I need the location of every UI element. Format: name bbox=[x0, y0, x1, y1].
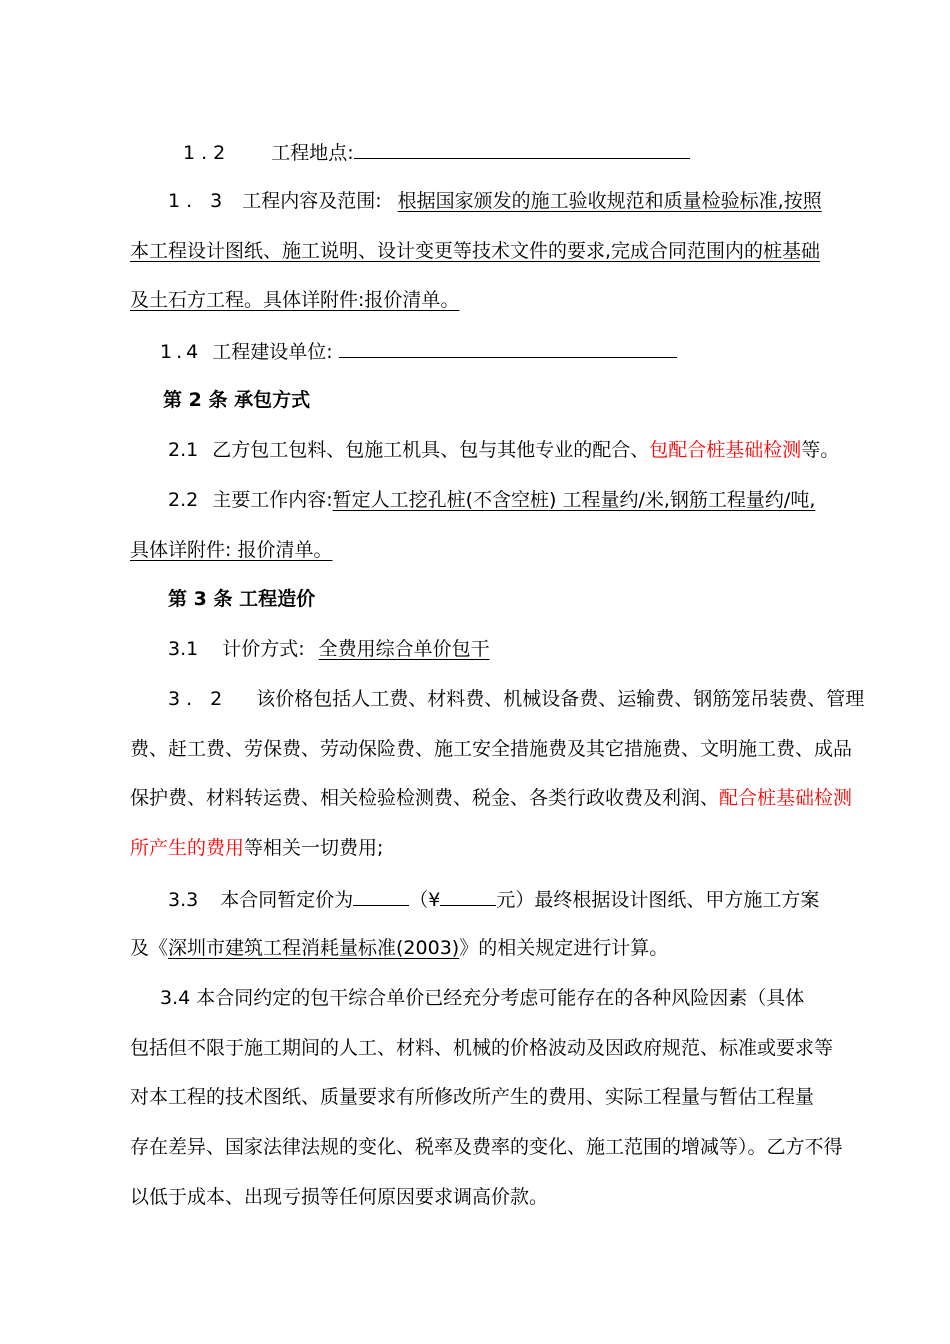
clause-label: 主要工作内容: bbox=[212, 489, 333, 511]
clause-1-3-line1 bbox=[168, 188, 822, 214]
clause-label: 工程地点: bbox=[271, 142, 354, 164]
clause-number: 1. 3 bbox=[168, 190, 229, 212]
clause-3-4-line5: 以低于成本、出现亏损等任何原因要求调高价款。 bbox=[130, 1186, 549, 1208]
article-2-heading: 第 2 条 承包方式 bbox=[163, 389, 311, 411]
pricing-method: 全费用综合单价包干 bbox=[318, 638, 490, 660]
currency-open: （¥ bbox=[409, 889, 441, 911]
clause-2-2-line1 bbox=[168, 487, 823, 513]
highlight-text: 所产生的费用 bbox=[130, 837, 245, 859]
clause-3-2-line2: 费、赶工费、劳保费、劳动保险费、施工安全措施费及其它措施费、文明施工费、成品 bbox=[130, 738, 853, 760]
highlight-text: 包配合桩基础检测 bbox=[649, 439, 802, 461]
clause-number: 1.2 bbox=[183, 142, 232, 164]
clause-3-4-line3: 对本工程的技术图纸、质量要求有所修改所产生的费用、实际工程量与暂估工程量 bbox=[130, 1086, 815, 1108]
clause-3-1 bbox=[168, 636, 490, 662]
clause-3-4-line4: 存在差异、国家法律法规的变化、税率及费率的变化、施工范围的增减等）。乙方不得 bbox=[130, 1136, 843, 1158]
clause-text: 该价格包括人工费、材料费、机械设备费、运输费、钢筋笼吊装费、管理 bbox=[256, 688, 865, 710]
clause-3-2-line3 bbox=[130, 785, 852, 811]
work-content-2: 具体详附件: 报价清单。 bbox=[130, 539, 333, 561]
clause-1-3-line3 bbox=[130, 287, 487, 313]
clause-number: 3.3 bbox=[168, 889, 199, 911]
clause-3-4-line1: 3.4 本合同约定的包干综合单价已经充分考虑可能存在的各种风险因素（具体 bbox=[160, 987, 805, 1009]
clause-number: 1.4 bbox=[160, 341, 203, 363]
clause-number: 2.1 bbox=[168, 439, 199, 461]
clause-number: 3.1 bbox=[168, 638, 199, 660]
clause-label: 计价方式: bbox=[222, 638, 305, 660]
location-blank bbox=[354, 138, 690, 159]
clause-2-1 bbox=[168, 437, 839, 463]
clause-text: 本合同暂定价为 bbox=[220, 889, 354, 911]
clause-text: 乙方包工包料、包施工机具、包与其他专业的配合、 bbox=[212, 439, 650, 461]
clause-number: 2.2 bbox=[168, 489, 199, 511]
scope-text-2: 本工程设计图纸、施工说明、设计变更等技术文件的要求,完成合同范围内的桩基础 bbox=[130, 240, 821, 262]
clause-3-2-line4 bbox=[130, 835, 383, 861]
clause-label: 工程建设单位: bbox=[212, 341, 333, 363]
clause-3-2-line1 bbox=[168, 686, 864, 712]
highlight-text: 配合桩基础检测 bbox=[719, 787, 853, 809]
clause-text-end: 等。 bbox=[801, 439, 840, 461]
scope-text-1: 根据国家颁发的施工验收规范和质量检验标准,按照 bbox=[397, 190, 822, 212]
clause-1-4 bbox=[160, 337, 677, 365]
price-amount-blank bbox=[440, 885, 496, 906]
article-3-heading: 第 3 条 工程造价 bbox=[168, 588, 316, 610]
clause-3-3-line1 bbox=[168, 885, 819, 913]
clause-text: 保护费、材料转运费、相关检验检测费、税金、各类行政收费及利润、 bbox=[130, 787, 720, 809]
standard-name: 深圳市建筑工程消耗量标准(2003) bbox=[168, 937, 460, 959]
quote-open: 及《 bbox=[130, 937, 169, 959]
scope-text-3: 及土石方工程。具体详附件:报价清单。 bbox=[130, 289, 460, 311]
clause-label: 工程内容及范围: bbox=[242, 190, 382, 212]
clause-2-2-line2 bbox=[130, 537, 378, 563]
clause-text-end: 等相关一切费用; bbox=[244, 837, 384, 859]
price-blank bbox=[353, 885, 409, 906]
clause-1-2 bbox=[183, 138, 690, 166]
owner-blank bbox=[339, 337, 677, 358]
clause-3-4-line2: 包括但不限于施工期间的人工、材料、机械的价格波动及因政府规范、标准或要求等 bbox=[130, 1037, 834, 1059]
clause-3-3-line2 bbox=[130, 935, 668, 961]
clause-number: 3. 2 bbox=[168, 688, 229, 710]
clause-text-end: 》的相关规定进行计算。 bbox=[459, 937, 669, 959]
work-content-1: 暂定人工挖孔桩(不含空桩) 工程量约/米,钢筋工程量约/吨, bbox=[332, 489, 816, 511]
clause-text-end: 元）最终根据设计图纸、甲方施工方案 bbox=[496, 889, 820, 911]
